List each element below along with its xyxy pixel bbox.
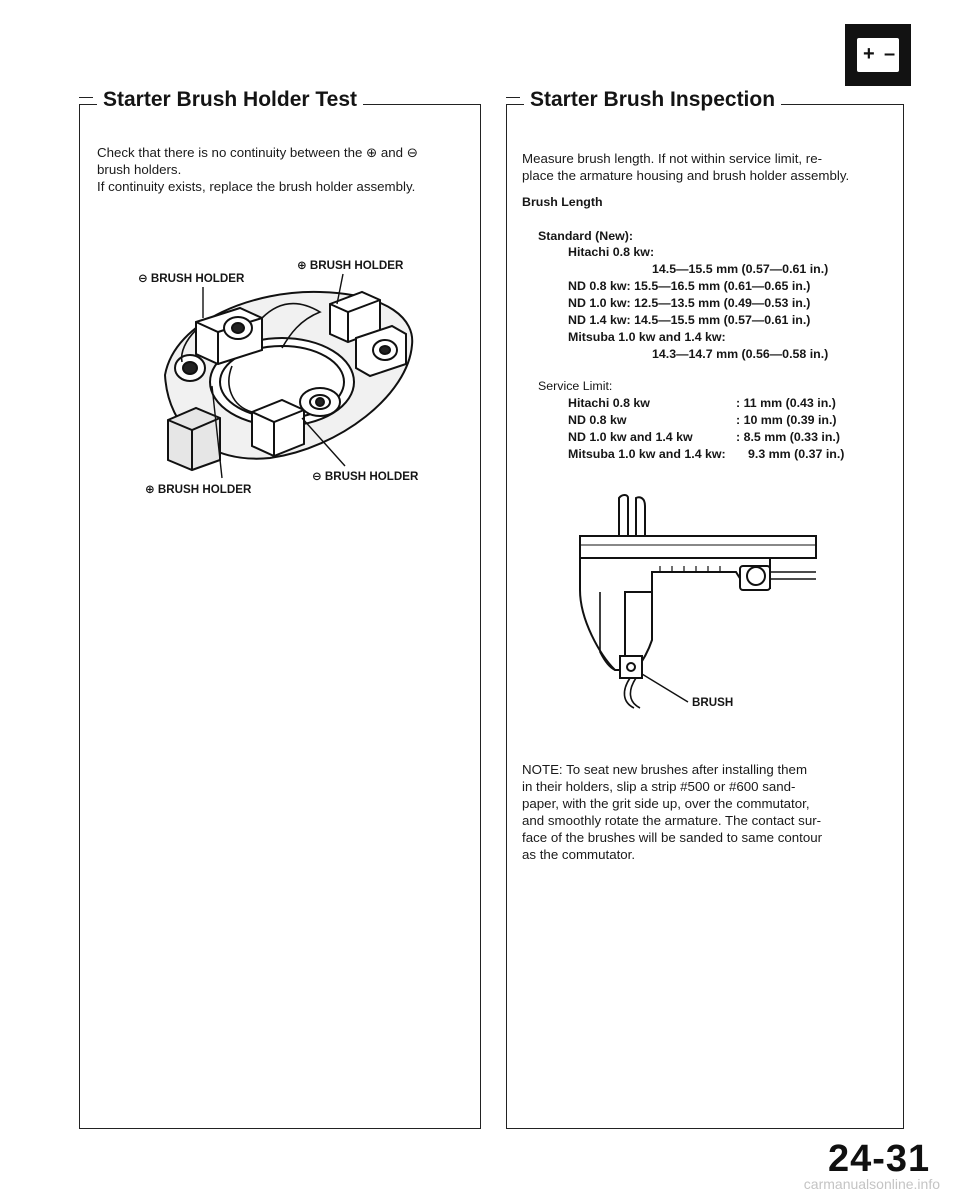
label-pos-brush-holder-bottom: ⊕ BRUSH HOLDER: [145, 483, 252, 496]
right-intro-line-1: Measure brush length. If not within service limit, re-: [522, 151, 823, 166]
service-limit-value-4: 9.3 mm (0.37 in.): [748, 447, 845, 461]
note-line-6: as the commutator.: [522, 847, 636, 862]
service-limit-label-4: Mitsuba 1.0 kw and 1.4 kw:: [568, 447, 726, 461]
standard-line-7: 14.3—14.7 mm (0.56—0.58 in.): [652, 347, 829, 361]
service-limit-heading: Service Limit:: [538, 379, 613, 393]
note-line-5: face of the brushes will be sanded to same contour: [522, 830, 823, 845]
service-limit-value-3: : 8.5 mm (0.33 in.): [736, 430, 840, 444]
service-limit-label-1: Hitachi 0.8 kw: [568, 396, 650, 410]
label-neg-brush-holder-top: ⊖ BRUSH HOLDER: [138, 272, 245, 285]
standard-heading: Standard (New):: [538, 229, 633, 243]
note-line-3: paper, with the grit side up, over the commutator,: [522, 796, 810, 811]
battery-icon-face: [857, 38, 899, 72]
battery-minus-sign: –: [884, 43, 896, 65]
service-limit-value-2: : 10 mm (0.39 in.): [736, 413, 837, 427]
service-limit-label-2: ND 0.8 kw: [568, 413, 627, 427]
left-body-line-1: Check that there is no continuity between the ⊕ and ⊖: [97, 145, 418, 160]
brush-length-heading: Brush Length: [522, 195, 603, 209]
right-intro-line-2: place the armature housing and brush holder assembly.: [522, 168, 850, 183]
note-line-2: in their holders, slip a strip #500 or #600 sand-: [522, 779, 796, 794]
right-title-tick: [506, 97, 520, 98]
right-section-title: Starter Brush Inspection: [524, 88, 781, 112]
battery-disconnect-icon: [845, 24, 911, 86]
service-limit-label-3: ND 1.0 kw and 1.4 kw: [568, 430, 693, 444]
page-number: 24-31: [828, 1138, 931, 1180]
label-neg-brush-holder-bottom: ⊖ BRUSH HOLDER: [312, 470, 419, 483]
standard-line-5: ND 1.4 kw: 14.5—15.5 mm (0.57—0.61 in.): [568, 313, 811, 327]
watermark: carmanualsonline.info: [803, 1176, 940, 1192]
right-section-frame: [506, 104, 904, 1129]
note-line-4: and smoothly rotate the armature. The contact sur-: [522, 813, 822, 828]
standard-line-2: 14.5—15.5 mm (0.57—0.61 in.): [652, 262, 829, 276]
label-pos-brush-holder-top: ⊕ BRUSH HOLDER: [297, 259, 404, 272]
left-body-line-2: brush holders.: [97, 162, 182, 177]
standard-line-3: ND 0.8 kw: 15.5—16.5 mm (0.61—0.65 in.): [568, 279, 811, 293]
left-body-line-3: If continuity exists, replace the brush holder assembly.: [97, 179, 416, 194]
caliper-brush-label: BRUSH: [692, 696, 734, 709]
battery-plus-sign: +: [863, 43, 875, 65]
left-title-tick: [79, 97, 93, 98]
standard-line-1: Hitachi 0.8 kw:: [568, 245, 655, 259]
standard-line-4: ND 1.0 kw: 12.5—13.5 mm (0.49—0.53 in.): [568, 296, 811, 310]
left-section-title: Starter Brush Holder Test: [97, 88, 363, 112]
left-section-frame: [79, 104, 481, 1129]
service-limit-value-1: : 11 mm (0.43 in.): [736, 396, 836, 410]
note-line-1: NOTE: To seat new brushes after installing them: [522, 762, 808, 777]
standard-line-6: Mitsuba 1.0 kw and 1.4 kw:: [568, 330, 726, 344]
